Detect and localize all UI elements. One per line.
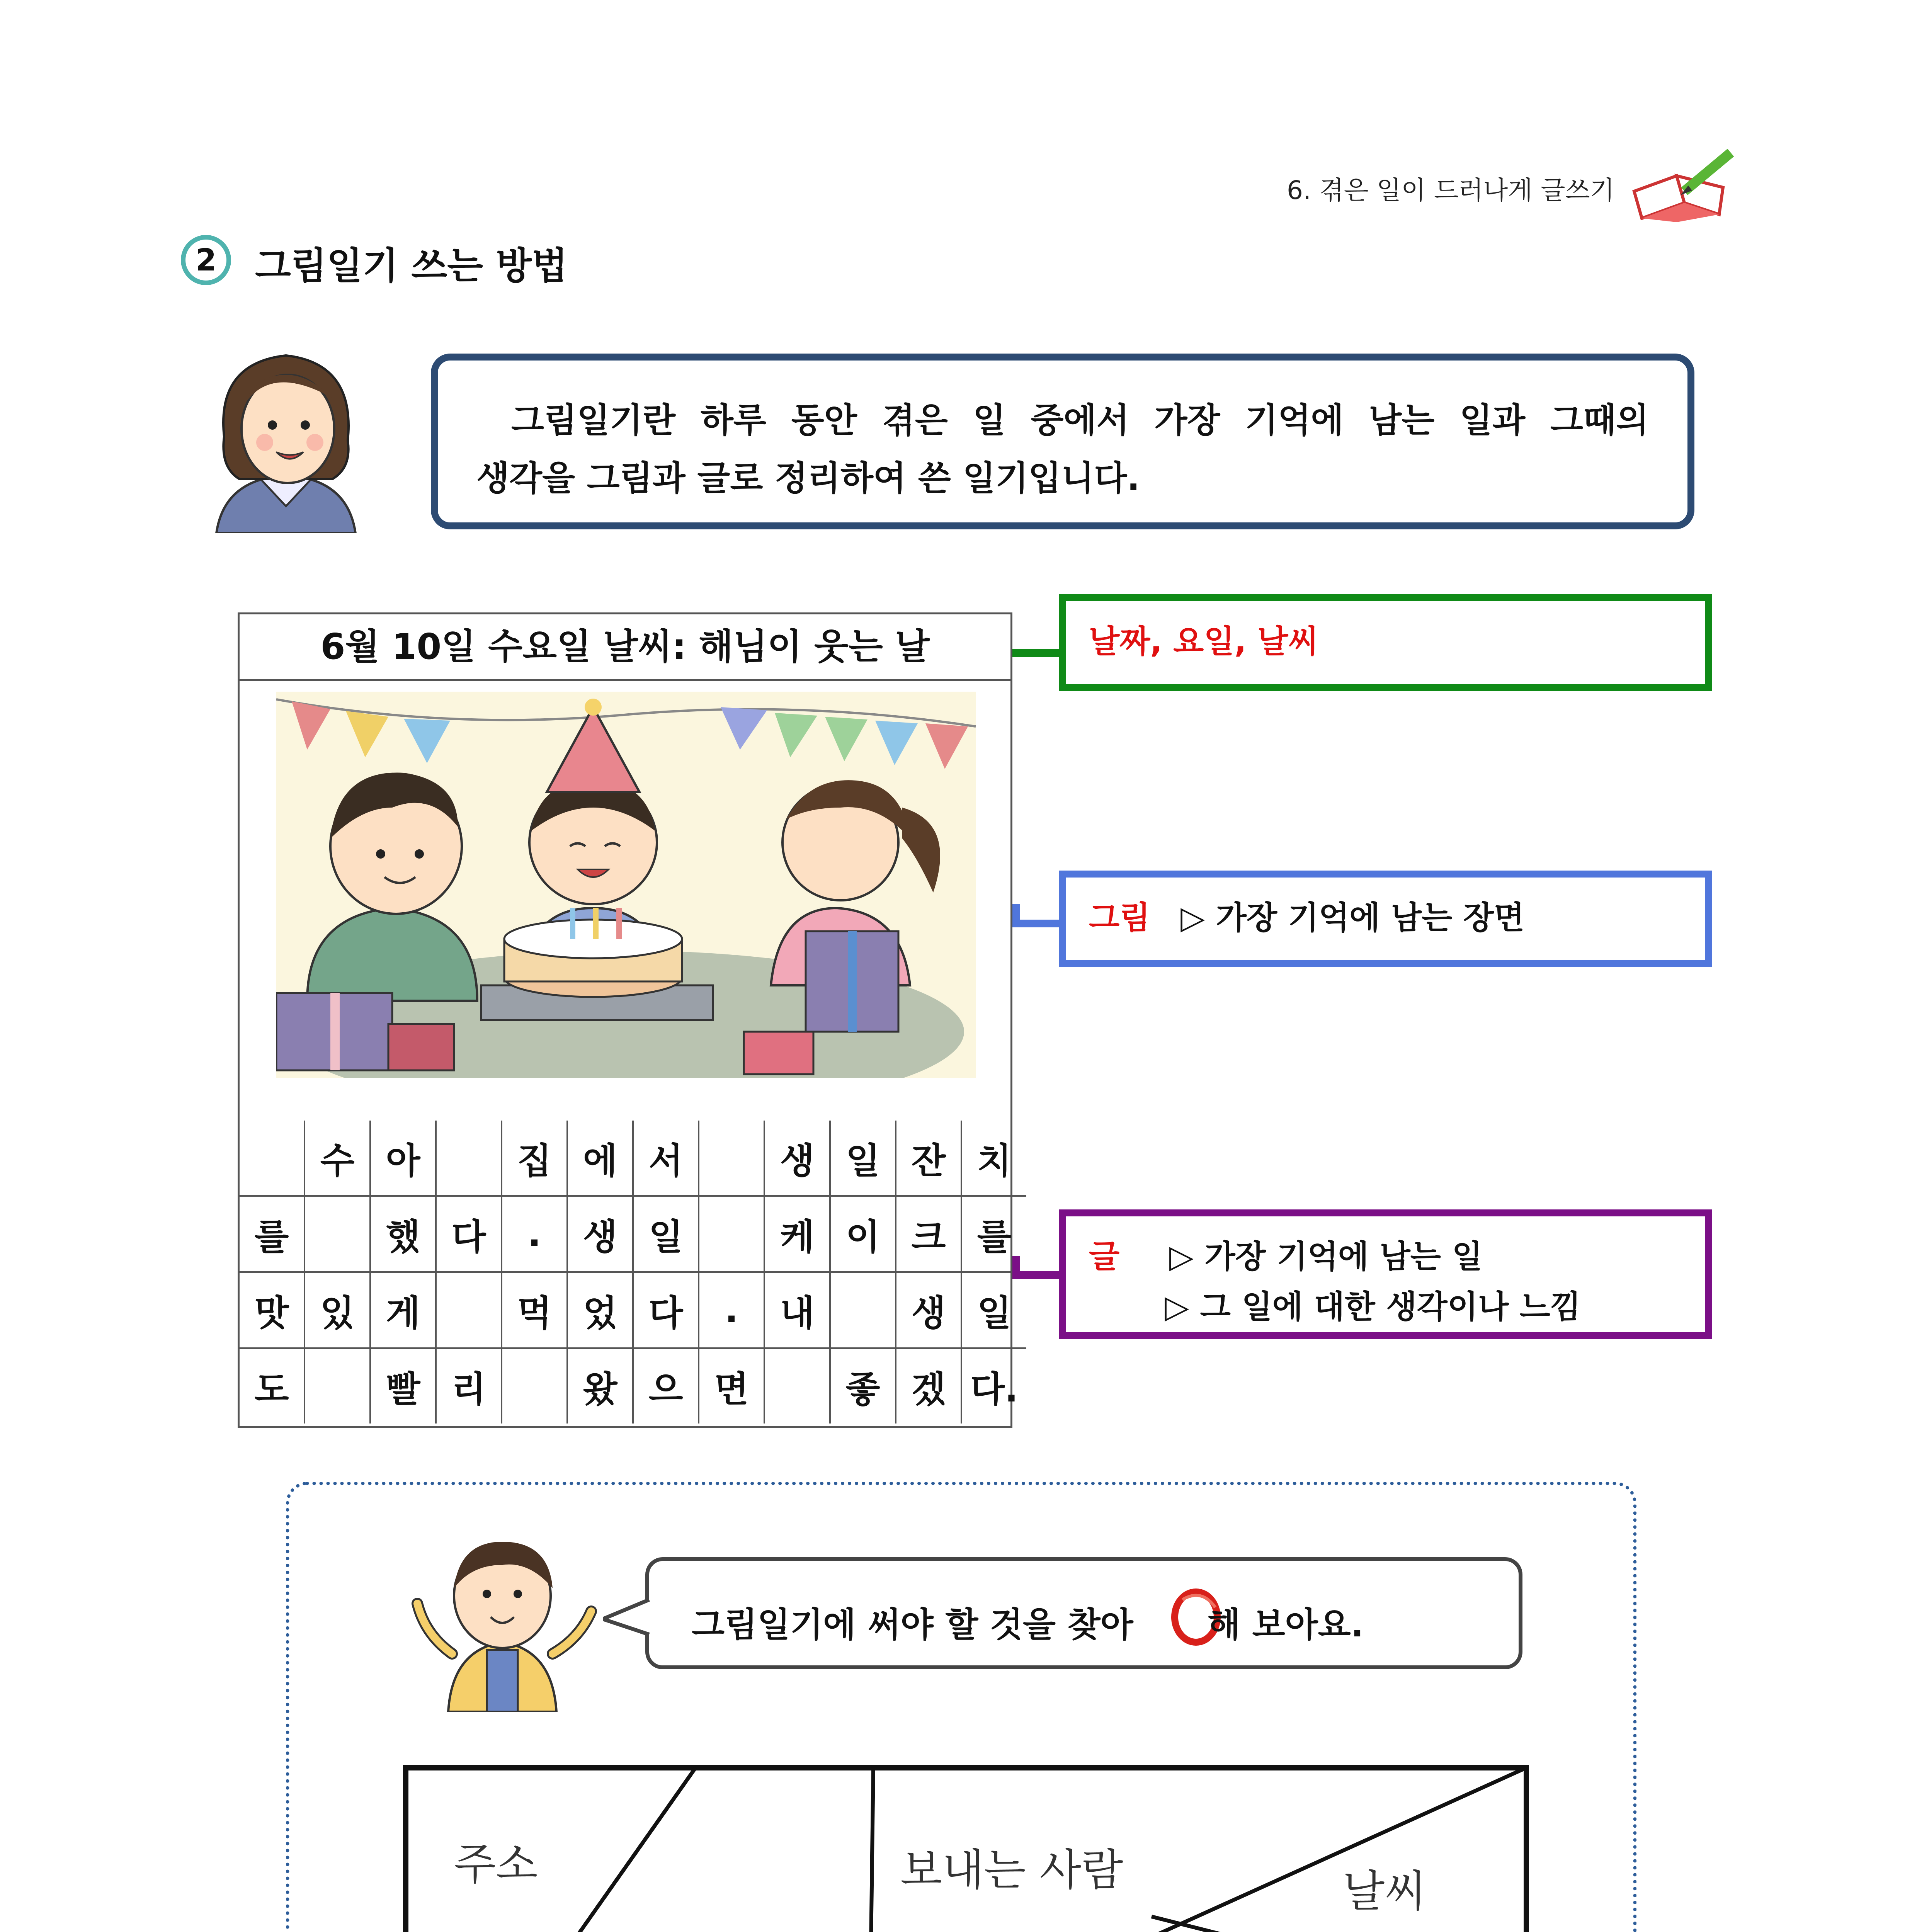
diary-writing-grid <box>240 1121 1026 1423</box>
grid-cell: 크 <box>896 1196 961 1272</box>
grid-row <box>240 1348 1026 1423</box>
grid-row <box>240 1196 1026 1272</box>
grid-cell: 케 <box>764 1196 830 1272</box>
grid-cell: 집 <box>502 1121 567 1196</box>
section-title: 그림일기 쓰는 방법 <box>255 244 568 287</box>
picture-callout <box>1059 871 1712 967</box>
grid-cell <box>830 1272 896 1348</box>
grid-cell: 왔 <box>567 1348 633 1423</box>
text-callout-desc-1: ▷ 가장 기억에 남는 일 <box>1169 1238 1483 1275</box>
puzzle-piece-sender[interactable]: 보내는 사람 <box>900 1845 1123 1895</box>
grid-cell: 겠 <box>896 1348 961 1423</box>
instruction-text: 그림일기에 써야 할 것을 찾아 <box>692 1605 1133 1645</box>
grid-cell: 생 <box>896 1272 961 1348</box>
grid-cell: . <box>502 1196 567 1272</box>
grid-row <box>240 1272 1026 1348</box>
grid-cell: 먹 <box>502 1272 567 1348</box>
grid-cell <box>436 1121 502 1196</box>
grid-cell: 일 <box>830 1121 896 1196</box>
chapter-title: 6. 겪은 일이 드러나게 글쓰기 <box>1287 145 1742 222</box>
text-callout-connector-tick <box>1012 1256 1020 1279</box>
date-callout <box>1059 594 1712 691</box>
grid-row <box>240 1121 1026 1196</box>
speech-bubble <box>645 1557 1522 1669</box>
date-callout-connector <box>1012 649 1061 657</box>
grid-cell: 도 <box>240 1348 304 1423</box>
grid-cell <box>699 1121 764 1196</box>
grid-cell <box>764 1348 830 1423</box>
birthday-party-illustration <box>276 692 976 1078</box>
grid-cell: 으 <box>633 1348 699 1423</box>
boy-illustration <box>402 1526 603 1712</box>
grid-cell: 일 <box>961 1272 1026 1348</box>
grid-cell: 었 <box>567 1272 633 1348</box>
grid-cell: 이 <box>830 1196 896 1272</box>
text-callout <box>1059 1209 1712 1339</box>
grid-cell: 있 <box>304 1272 370 1348</box>
grid-cell: 잔 <box>896 1121 961 1196</box>
picture-callout-label: 그림 <box>1089 900 1150 936</box>
picture-callout-desc: ▷ 가장 기억에 남는 장면 <box>1180 900 1525 936</box>
grid-cell <box>436 1272 502 1348</box>
diary-title: 6월 10일 수요일 날씨: 해님이 웃는 날 <box>240 614 1010 681</box>
date-callout-label: 날짜, 요일, 날씨 <box>1089 623 1319 660</box>
grid-cell <box>304 1196 370 1272</box>
grid-cell: 맛 <box>240 1272 304 1348</box>
intro-line-1: 그림일기란 하루 동안 겪은 일 중에서 가장 기억에 남는 일과 그때의 <box>511 400 1649 440</box>
grid-cell: 일 <box>633 1196 699 1272</box>
grid-cell: 에 <box>567 1121 633 1196</box>
grid-cell: 면 <box>699 1348 764 1423</box>
grid-cell: 수 <box>304 1121 370 1196</box>
teacher-illustration <box>193 340 379 533</box>
grid-cell <box>502 1348 567 1423</box>
puzzle-piece-weather[interactable]: 날씨 <box>1343 1866 1427 1917</box>
text-callout-desc-2: ▷ 그 일에 대한 생각이나 느낌 <box>1165 1289 1581 1325</box>
grid-cell: 를 <box>240 1196 304 1272</box>
diary-sample <box>238 612 1018 1428</box>
grid-cell: 리 <box>436 1348 502 1423</box>
text-callout-label: 글 <box>1089 1238 1120 1275</box>
picture-callout-connector-tick <box>1012 904 1020 927</box>
grid-cell: 다. <box>961 1348 1026 1423</box>
grid-cell: 다 <box>436 1196 502 1272</box>
puzzle-piece-address[interactable]: 주소 <box>454 1839 538 1889</box>
speech-bubble-tail <box>603 1596 653 1638</box>
grid-cell: 했 <box>370 1196 436 1272</box>
grid-cell: 아 <box>370 1121 436 1196</box>
grid-cell: 생 <box>764 1121 830 1196</box>
grid-cell: 를 <box>961 1196 1026 1272</box>
grid-cell: 게 <box>370 1272 436 1348</box>
intro-line-2: 생각을 그림과 글로 정리하여 쓴 일기입니다. <box>476 458 1140 498</box>
intro-definition-box <box>431 354 1694 529</box>
grid-cell: 내 <box>764 1272 830 1348</box>
grid-cell: 치 <box>961 1121 1026 1196</box>
grid-cell: 좋 <box>830 1348 896 1423</box>
section-number-badge: 2 <box>181 235 231 285</box>
instruction-text-end: 해 보아요. <box>1208 1605 1364 1645</box>
grid-cell: . <box>699 1272 764 1348</box>
grid-cell: 다 <box>633 1272 699 1348</box>
grid-cell <box>304 1348 370 1423</box>
grid-cell <box>240 1121 304 1196</box>
grid-cell: 서 <box>633 1121 699 1196</box>
grid-cell <box>699 1196 764 1272</box>
grid-cell: 빨 <box>370 1348 436 1423</box>
grid-cell: 생 <box>567 1196 633 1272</box>
book-pencil-icon <box>1626 145 1742 222</box>
